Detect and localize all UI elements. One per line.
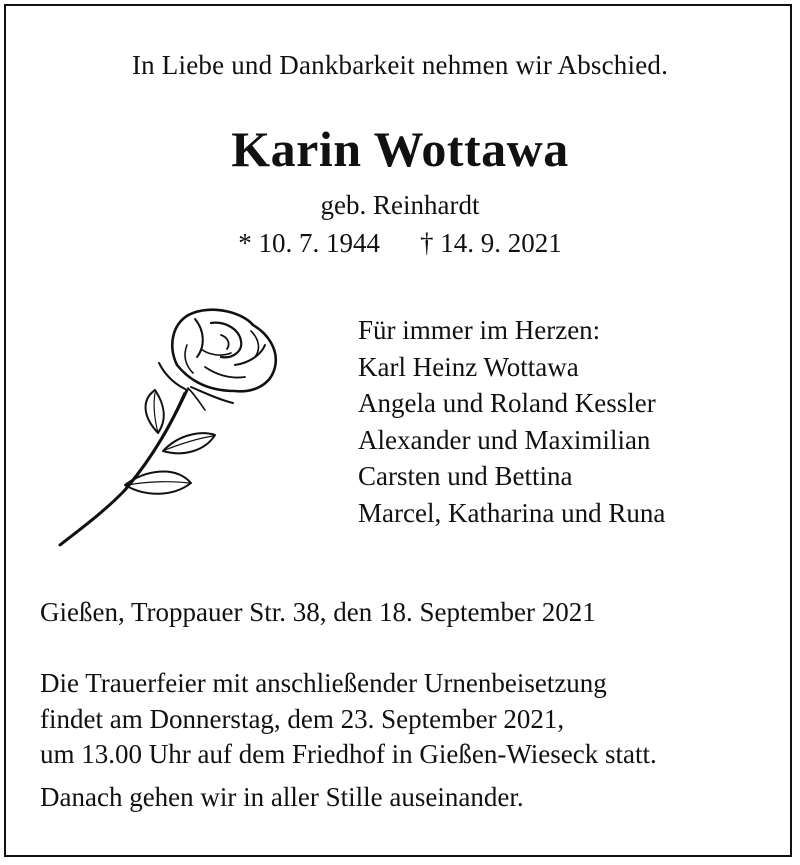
death-date: † 14. 9. 2021 [420,228,562,258]
survivor-line: Karl Heinz Wottawa [358,351,579,382]
survivor-line: Alexander und Maximilian [358,424,651,455]
life-dates [0,228,800,259]
place-date-line: Gießen, Troppauer Str. 38, den 18. September 2021 [40,597,596,627]
survivors-heading: Für immer im Herzen: [358,315,601,345]
rose-drawing [55,305,295,550]
funeral-line: findet am Donnerstag, dem 23. September 2021, [40,703,565,734]
birth-date: * 10. 7. 1944 [238,228,380,258]
closing-text: Danach gehen wir in aller Stille auseinander. [40,782,524,812]
survivor-line: Angela und Roland Kessler [358,388,656,418]
funeral-details [40,666,657,773]
survivor-line: Marcel, Katharina und Runa [358,497,666,528]
funeral-line: um 13.00 Uhr auf dem Friedhof in Gießen-Wieseck statt. [40,739,657,769]
deceased-name: Karin Wottawa [231,121,569,177]
intro-text: In Liebe und Dankbarkeit nehmen wir Abschied. [131,50,669,80]
maiden-name: geb. Reinhardt [320,190,480,220]
survivors-block [358,312,665,531]
survivor-line: Carsten und Bettina [358,461,573,491]
funeral-line: Die Trauerfeier mit anschließender Urnenbeisetzung [40,668,607,698]
